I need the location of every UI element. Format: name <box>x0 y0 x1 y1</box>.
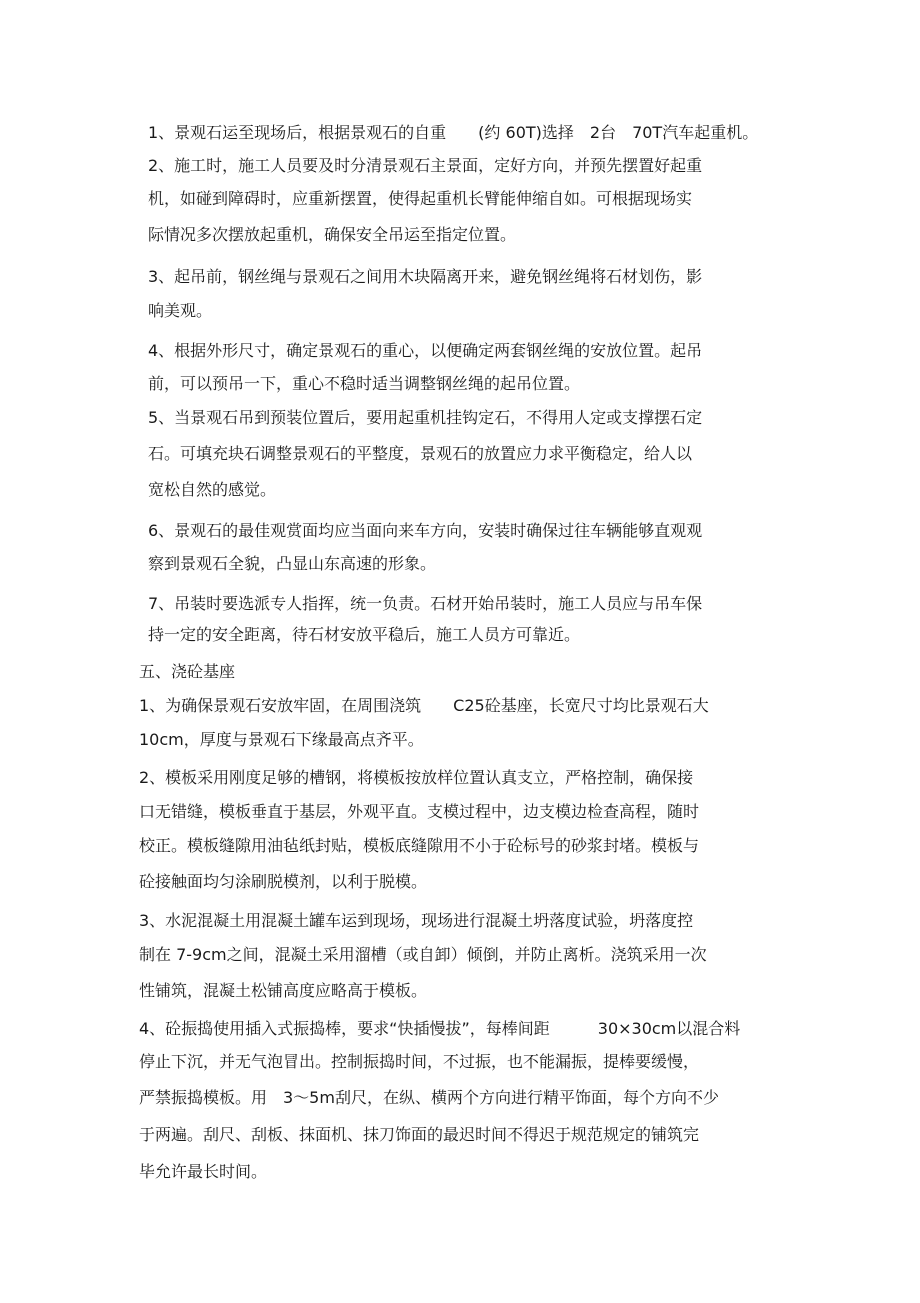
text-line: 5、当景观石吊到预装位置后，要用起重机挂钩定石，不得用人定或支撑摆石定 <box>148 408 703 427</box>
text-line: 口无错缝，模板垂直于基层，外观平直。支模过程中，边支模边检查高程，随时 <box>139 802 700 821</box>
text-line: 2、模板采用刚度足够的槽钢，将模板按放样位置认真支立，严格控制，确保接 <box>139 768 694 787</box>
text-line: 严禁振捣模板。用 3～5m刮尺，在纵、横两个方向进行精平饰面，每个方向不少 <box>139 1088 719 1107</box>
text-line: 于两遍。刮尺、刮板、抹面机、抹刀饰面的最迟时间不得迟于规范规定的铺筑完 <box>139 1125 700 1144</box>
text-line: 际情况多次摆放起重机，确保安全吊运至指定位置。 <box>148 225 517 244</box>
text-line: 4、砼振捣使用插入式振捣棒，要求“快插慢拔”，每棒间距 30×30cm以混合料 <box>139 1019 741 1038</box>
text-line: 宽松自然的感觉。 <box>148 480 277 499</box>
text-line: 10cm，厚度与景观石下缘最高点齐平。 <box>139 730 424 749</box>
text-line: 机，如碰到障碍时，应重新摆置，使得起重机长臂能伸缩自如。可根据现场实 <box>148 189 693 208</box>
text-line: 制在 7-9cm之间，混凝土采用溜槽（或自卸）倾倒，并防止离析。浇筑采用一次 <box>139 945 707 964</box>
text-line: 响美观。 <box>148 301 213 320</box>
text-line: 砼接触面均匀涂刷脱模剂，以利于脱模。 <box>139 872 428 891</box>
text-line: 校正。模板缝隙用油毡纸封贴，模板底缝隙用不小于砼标号的砂浆封堵。模板与 <box>139 836 700 855</box>
section-heading: 五、浇砼基座 <box>139 662 236 681</box>
text-line: 前，可以预吊一下，重心不稳时适当调整钢丝绳的起吊位置。 <box>148 374 581 393</box>
text-line: 4、根据外形尺寸，确定景观石的重心，以便确定两套钢丝绳的安放位置。起吊 <box>148 341 703 360</box>
text-line: 3、水泥混凝土用混凝土罐车运到现场，现场进行混凝土坍落度试验，坍落度控 <box>139 911 694 930</box>
text-line: 1、为确保景观石安放牢固，在周围浇筑 C25砼基座，长宽尺寸均比景观石大 <box>139 696 709 715</box>
text-line: 1、景观石运至现场后，根据景观石的自重 (约 60T)选择 2台 70T汽车起重机。 <box>148 123 759 142</box>
text-line: 停止下沉，并无气泡冒出。控制振捣时间，不过振，也不能漏振，提棒要缓慢， <box>139 1052 700 1071</box>
text-line: 6、景观石的最佳观赏面均应当面向来车方向，安装时确保过往车辆能够直观观 <box>148 521 703 540</box>
text-line: 石。可填充块石调整景观石的平整度，景观石的放置应力求平衡稳定，给人以 <box>148 444 693 463</box>
text-line: 7、吊装时要选派专人指挥，统一负责。石材开始吊装时，施工人员应与吊车保 <box>148 594 703 613</box>
text-line: 察到景观石全貌，凸显山东高速的形象。 <box>148 554 437 573</box>
text-line: 持一定的安全距离，待石材安放平稳后，施工人员方可靠近。 <box>148 625 581 644</box>
text-line: 毕允许最长时间。 <box>139 1162 268 1181</box>
text-line: 2、施工时，施工人员要及时分清景观石主景面，定好方向，并预先摆置好起重 <box>148 156 703 175</box>
text-line: 性铺筑，混凝土松铺高度应略高于模板。 <box>139 981 428 1000</box>
text-line: 3、起吊前，钢丝绳与景观石之间用木块隔离开来，避免钢丝绳将石材划伤，影 <box>148 267 703 286</box>
